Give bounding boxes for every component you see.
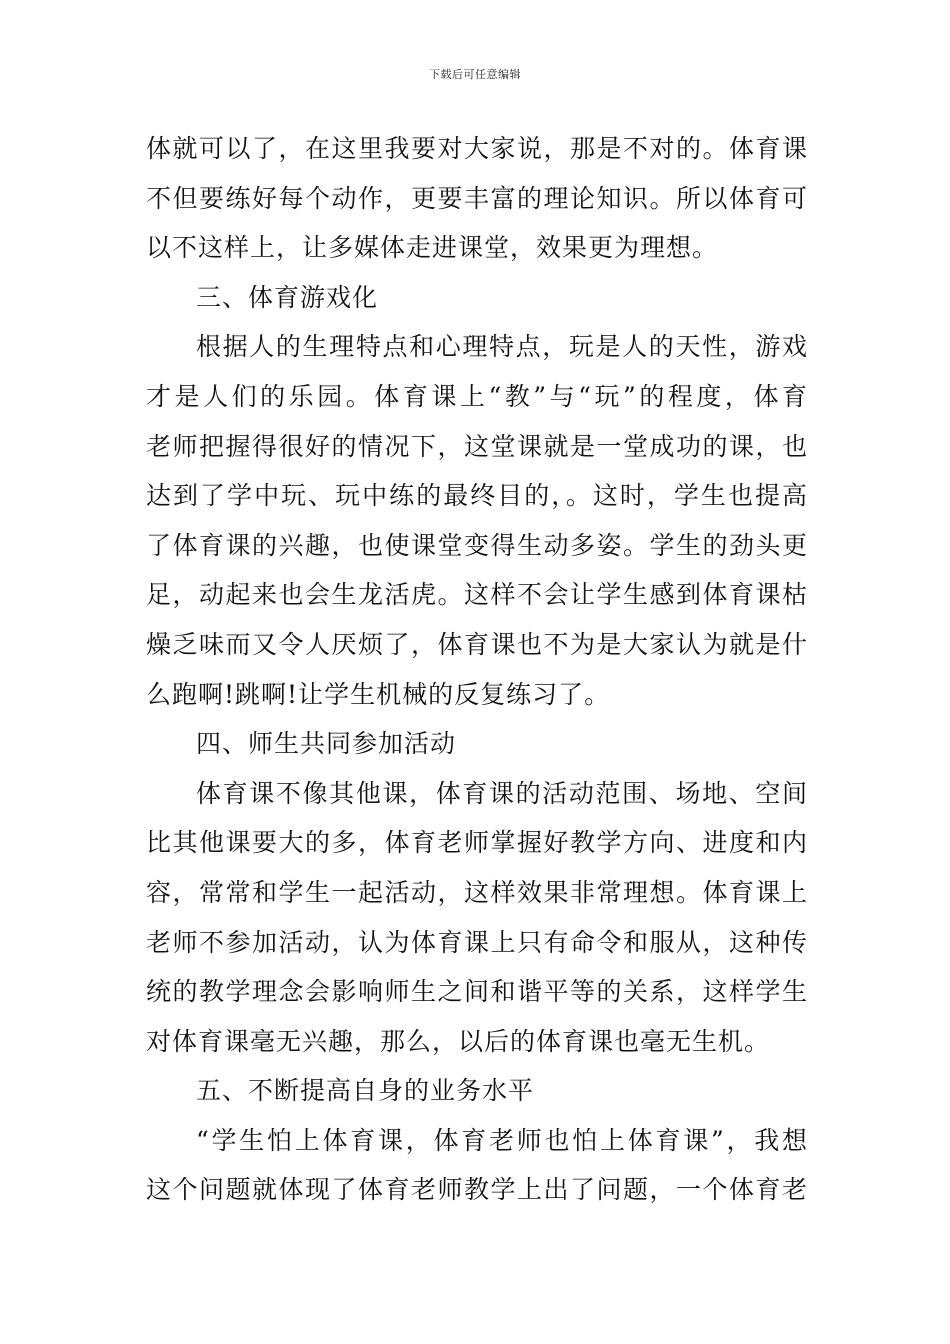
section-heading: 四、师生共同参加活动 <box>196 729 457 759</box>
text-line: 老师把握得很好的情况下，这堂课就是一堂成功的课，也 <box>146 431 808 461</box>
text-line: 才是人们的乐园。体育课上“教”与“玩”的程度，体育 <box>146 381 808 411</box>
text-line: 燥乏味而又令人厌烦了，体育课也不为是大家认为就是什 <box>146 629 808 659</box>
text-line: 老师不参加活动，认为体育课上只有命令和服从，这种传 <box>146 927 808 957</box>
text-line: 这个问题就体现了体育老师教学上出了问题，一个体育老 <box>146 1175 808 1205</box>
text-line: 比其他课要大的多，体育老师掌握好教学方向、进度和内 <box>146 828 808 858</box>
text-line: 足，动起来也会生龙活虎。这样不会让学生感到体育课枯 <box>146 580 808 610</box>
text-line: “学生怕上体育课，体育老师也怕上体育课”，我想 <box>196 1125 808 1155</box>
text-line: 达到了学中玩、玩中练的最终目的，。这时，学生也提高 <box>146 481 808 511</box>
section-heading: 五、不断提高自身的业务水平 <box>196 1076 535 1106</box>
page-header-note: 下载后可任意编辑 <box>429 68 521 81</box>
text-line: 以不这样上，让多媒体走进课堂，效果更为理想。 <box>146 233 719 263</box>
text-line: 对体育课毫无兴趣，那么，以后的体育课也毫无生机。 <box>146 1026 771 1056</box>
section-heading: 三、体育游戏化 <box>196 282 379 312</box>
document-body <box>146 124 808 1215</box>
text-line: 统的教学理念会影响师生之间和谐平等的关系，这样学生 <box>146 977 808 1007</box>
text-line: 了体育课的兴趣，也使课堂变得生动多姿。学生的劲头更 <box>146 530 808 560</box>
text-line: 体就可以了，在这里我要对大家说，那是不对的。体育课 <box>146 134 808 163</box>
text-line: 么跑啊!跳啊!让学生机械的反复练习了。 <box>146 679 611 709</box>
text-line: 不但要练好每个动作，更要丰富的理论知识。所以体育可 <box>146 183 808 213</box>
text-line: 容，常常和学生一起活动，这样效果非常理想。体育课上 <box>146 877 808 907</box>
text-line: 根据人的生理特点和心理特点，玩是人的天性，游戏 <box>196 332 808 362</box>
text-line: 体育课不像其他课，体育课的活动范围、场地、空间 <box>196 778 808 808</box>
